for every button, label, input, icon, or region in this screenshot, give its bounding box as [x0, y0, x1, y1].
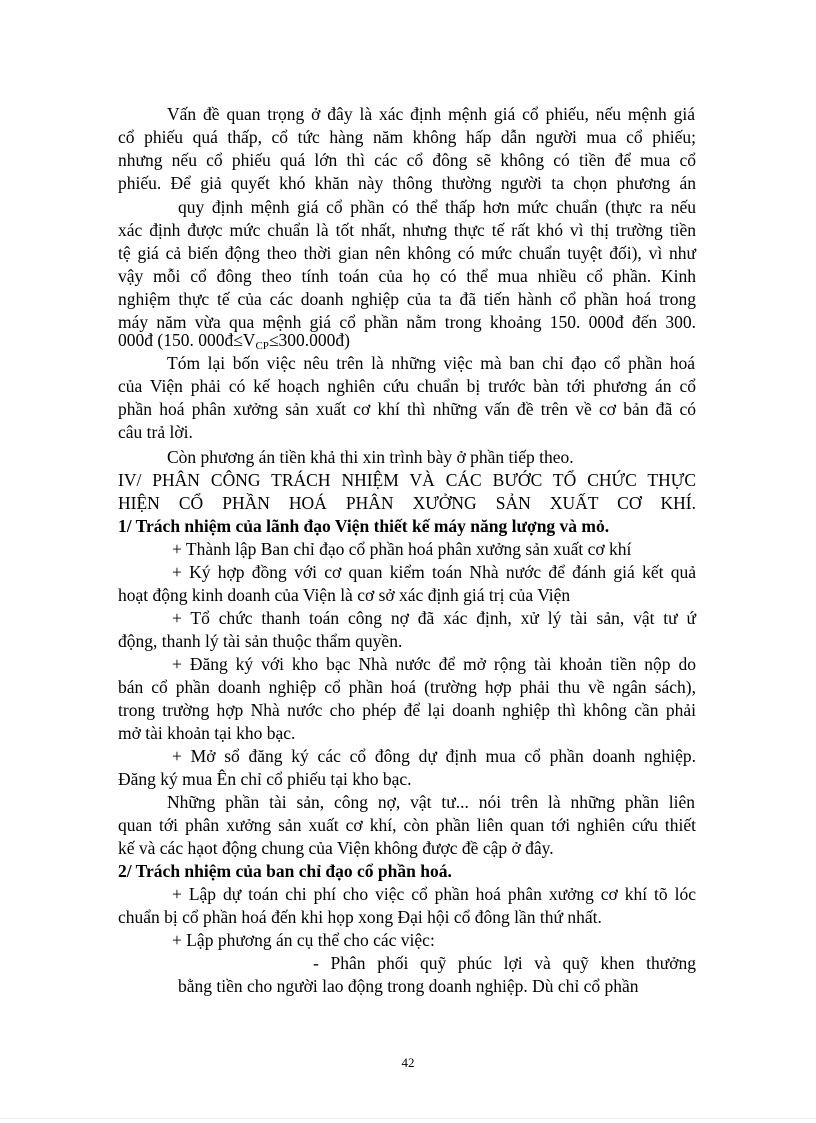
text-line: IV/ PHÂN CÔNG TRÁCH NHIỆM VÀ CÁC BƯỚC TỔ CHỨC THỰC — [118, 470, 696, 490]
text-line: cổ phiếu quá thấp, cổ tức hàng năm không hấp dẫn người mua cổ phiếu; — [118, 127, 696, 147]
price-range-formula — [118, 329, 350, 351]
text-line: + Ký hợp đồng với cơ quan kiểm toán Nhà nước để đánh giá kết quả — [172, 562, 696, 582]
text-line: câu trả lời. — [118, 422, 193, 442]
text-line: nghiệm thực tế của các doanh nghiệp của ta đã tiến hành cổ phần hoá trong — [118, 289, 696, 309]
section-heading: 1/ Trách nhiệm của lãnh đạo Viện thiết kế máy năng lượng và mỏ. — [118, 516, 610, 536]
formula-prefix: 000đ (150. 000đ≤V — [118, 330, 256, 350]
section-heading: 2/ Trách nhiệm của ban chỉ đạo cổ phần hoá. — [118, 861, 452, 881]
text-line: HIỆN CỔ PHẦN HOÁ PHÂN XƯỞNG SẢN XUẤT CƠ KHÍ. — [118, 493, 696, 513]
formula-subscript: CP — [255, 340, 269, 352]
text-line: + Lập phương án cụ thể cho các việc: — [172, 930, 435, 950]
text-line: phiếu. Để giả quyết khó khăn này thông thường người ta chọn phương án — [118, 173, 696, 193]
text-line: vậy mỗi cổ đông theo tính toán của họ có thể mua nhiều cổ phần. Kinh — [118, 266, 696, 286]
text-line: bán cổ phần doanh nghiệp cổ phần hoá (trường hợp phải thu về ngân sách), — [118, 677, 696, 697]
text-line: + Thành lập Ban chỉ đạo cổ phần hoá phân xưởng sản xuất cơ khí — [172, 539, 632, 559]
text-line: máy năm vừa qua mệnh giá cổ phần nằm trong khoảng 150. 000đ đến 300. — [118, 312, 696, 332]
text-line: quan tới phân xưởng sản xuất cơ khí, còn phần liên quan tới nghiên cứu thiết — [118, 815, 696, 835]
text-line: nhưng nếu cổ phiếu quá lớn thì các cổ đông sẽ không có tiền để mua cổ — [118, 150, 696, 170]
text-line: bằng tiền cho người lao động trong doanh nghiệp. Dù chỉ cổ phần — [178, 976, 639, 996]
text-line: Đăng ký mua Ên chỉ cổ phiếu tại kho bạc. — [118, 769, 412, 789]
text-line: xác định được mức chuẩn là tốt nhất, nhưng thực tế rất khó vì thị trường tiền — [118, 220, 696, 240]
page-bottom-edge — [0, 1118, 816, 1119]
text-line: quy định mệnh giá cổ phần có thể thấp hơn mức chuẩn (thực ra nếu — [178, 197, 696, 217]
text-line: hoạt động kinh doanh của Viện là cơ sở xác định giá trị của Viện — [118, 585, 571, 605]
text-line: Tóm lại bốn việc nêu trên là những việc mà ban chỉ đạo cổ phần hoá — [167, 353, 695, 373]
text-line: + Lập dự toán chi phí cho việc cổ phần hoá phân xưởng cơ khí tõ lóc — [172, 884, 696, 904]
text-line: + Mở sổ đăng ký các cổ đông dự định mua cổ phần doanh nghiệp. — [172, 746, 696, 766]
text-line: trong trường hợp Nhà nước cho phép để lại doanh nghiệp thì không cần phải — [118, 700, 696, 720]
text-line: kế và các hạot động chung của Viện không được đề cập ở đây. — [118, 838, 554, 858]
text-line: của Viện phải có kế hoạch nghiên cứu chuẩn bị trước bàn tới phương án cổ — [118, 376, 696, 396]
text-line: mở tài khoản tại kho bạc. — [118, 723, 296, 743]
text-line: Vấn đề quan trọng ở đây là xác định mệnh giá cổ phiếu, nếu mệnh giá — [167, 104, 695, 124]
text-line: tệ giá cả biến động theo thời gian nên không có mức chuẩn tuyệt đối), vì như — [118, 243, 696, 263]
text-line: - Phân phối quỹ phúc lợi và quỹ khen thưởng — [313, 953, 696, 973]
text-line: + Đăng ký với kho bạc Nhà nước để mở rộng tài khoản tiền nộp do — [172, 654, 696, 674]
text-line: động, thanh lý tài sản thuộc thẩm quyền. — [118, 631, 403, 651]
text-line: chuẩn bị cổ phần hoá đến khi họp xong Đại hội cổ đông lần thứ nhất. — [118, 907, 602, 927]
formula-suffix: ≤300.000đ) — [268, 330, 350, 350]
text-line: + Tổ chức thanh toán công nợ đã xác định, xử lý tài sản, vật tư ứ — [172, 608, 696, 628]
text-line: Những phần tài sản, công nợ, vật tư... nói trên là những phần liên — [167, 792, 695, 812]
text-line: Còn phương án tiền khả thi xin trình bày ở phần tiếp theo. — [167, 447, 574, 467]
page-number: 42 — [401, 1055, 415, 1070]
text-line: phần hoá phân xưởng sản xuất cơ khí thì những vấn đề trên về cơ bản đã có — [118, 399, 696, 419]
